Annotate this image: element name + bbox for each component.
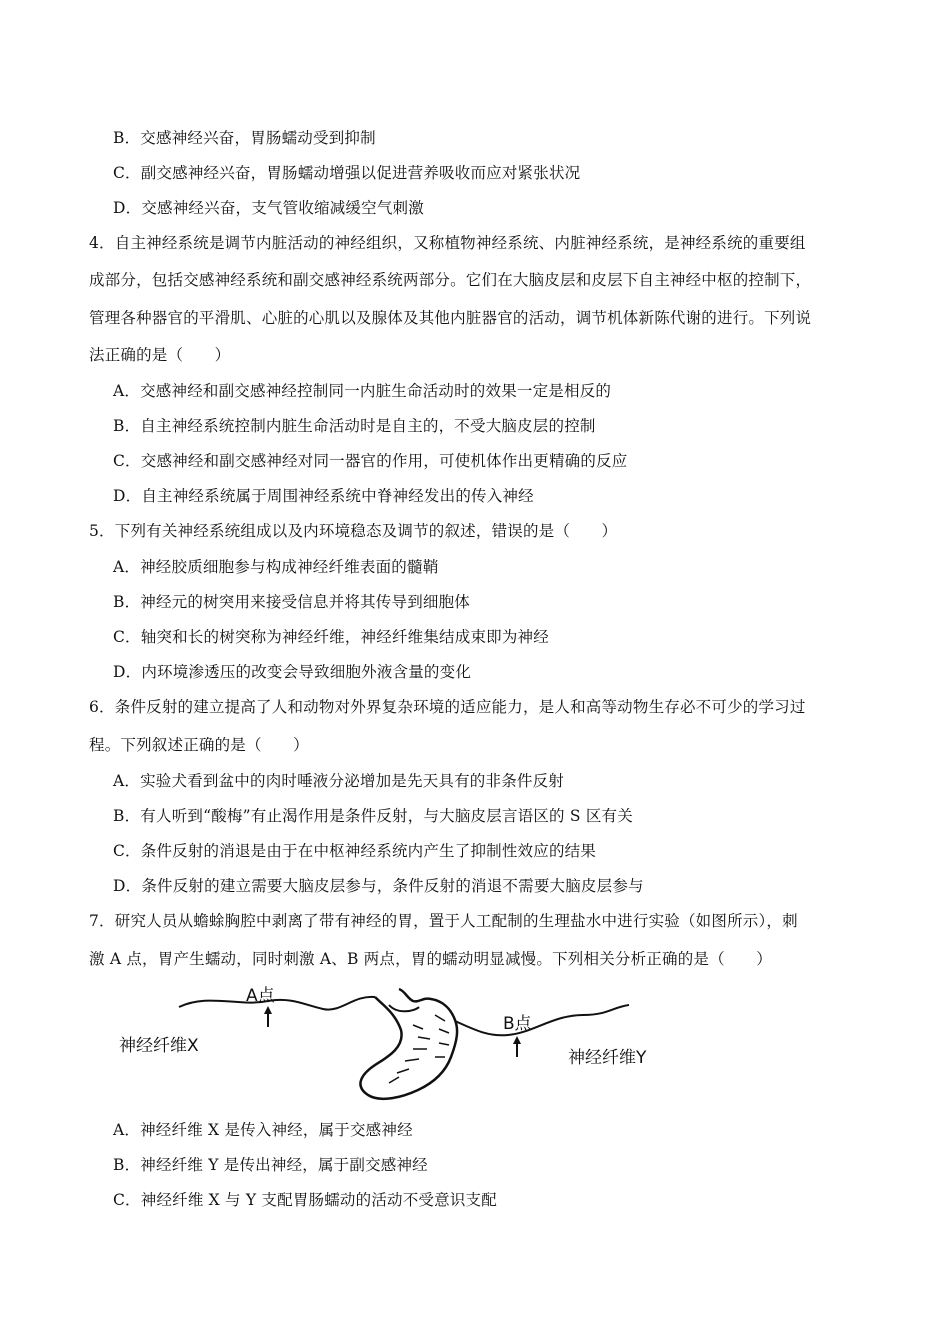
q6-option-c: C．条件反射的消退是由于在中枢神经系统内产生了抑制性效应的结果 (113, 842, 597, 860)
q4-option-a: A．交感神经和副交感神经控制同一内脏生命活动时的效果一定是相反的 (113, 382, 612, 400)
q5-option-a: A．神经胶质细胞参与构成神经纤维表面的髓鞘 (113, 558, 439, 576)
q5-option-c: C．轴突和长的树突称为神经纤维，神经纤维集结成束即为神经 (113, 628, 549, 646)
label-point-b: B点 (503, 1014, 532, 1034)
label-nerve-fiber-y: 神经纤维Y (568, 1048, 647, 1068)
q4-stem-line-3: 管理各种器官的平滑肌、心脏的心肌以及腺体及其他内脏器官的活动，调节机体新陈代谢的进行。下列说 (89, 309, 812, 327)
point-b-arrowhead (513, 1036, 521, 1044)
stomach-rugae-2 (435, 1015, 449, 1057)
q7-option-a: A．神经纤维 X 是传入神经，属于交感神经 (113, 1121, 413, 1139)
q6-option-b: B．有人听到“酸梅”有止渴作用是条件反射，与大脑皮层言语区的 S 区有关 (113, 807, 633, 825)
q6-stem-line-2: 程。下列叙述正确的是（ ） (89, 736, 309, 754)
q6-option-a: A．实验犬看到盆中的肉时唾液分泌增加是先天具有的非条件反射 (113, 772, 564, 790)
q7-stem-line-1: 7．研究人员从蟾蜍胸腔中剥离了带有神经的胃，置于人工配制的生理盐水中进行实验（如图所示），刺 (89, 912, 798, 930)
q5-option-b: B．神经元的树突用来接受信息并将其传导到细胞体 (113, 593, 470, 611)
q6-stem-line-1: 6．条件反射的建立提高了人和动物对外界复杂环境的适应能力，是人和高等动物生存必不可少的学习过 (89, 698, 806, 716)
point-a-arrowhead (264, 1006, 272, 1014)
q7-option-c: C．神经纤维 X 与 Y 支配胃肠蠕动的活动不受意识支配 (113, 1191, 497, 1209)
q7-stem-line-2: 激 A 点，胃产生蠕动，同时刺激 A、B 两点，胃的蠕动明显减慢。下列相关分析正确的是（ ） (89, 950, 772, 968)
q4-option-d: D．自主神经系统属于周围神经系统中脊神经发出的传入神经 (113, 487, 534, 505)
label-point-a: A点 (246, 986, 275, 1006)
q5-stem-line-1: 5．下列有关神经系统组成以及内环境稳态及调节的叙述，错误的是（ ） (89, 522, 618, 540)
q3-option-c: C．副交感神经兴奋，胃肠蠕动增强以促进营养吸收而应对紧张状况 (113, 164, 581, 182)
nerve-fiber-x-line (179, 997, 375, 1010)
q4-stem-line-2: 成部分，包括交感神经系统和副交感神经系统两部分。它们在大脑皮层和皮层下自主神经中枢的控制下， (89, 271, 812, 289)
q4-option-b: B．自主神经系统控制内脏生命活动时是自主的，不受大脑皮层的控制 (113, 417, 596, 435)
q5-option-d: D．内环境渗透压的改变会导致细胞外液含量的变化 (113, 663, 472, 681)
label-nerve-fiber-x: 神经纤维X (119, 1036, 199, 1056)
stomach-rugae-1 (389, 1025, 430, 1083)
q3-option-b: B．交感神经兴奋，胃肠蠕动受到抑制 (113, 129, 376, 147)
q4-option-c: C．交感神经和副交感神经对同一器官的作用，可使机体作出更精确的反应 (113, 452, 628, 470)
q3-option-d: D．交感神经兴奋，支气管收缩减缓空气刺激 (113, 199, 424, 217)
nerve-fiber-y-line (455, 1005, 629, 1035)
q4-stem-line-1: 4．自主神经系统是调节内脏活动的神经组织，又称植物神经系统、内脏神经系统，是神经系统的重要组 (89, 234, 806, 252)
stomach-nerve-figure (113, 985, 693, 1105)
stomach-inner-line (389, 1005, 419, 1011)
q7-option-b: B．神经纤维 Y 是传出神经，属于副交感神经 (113, 1156, 428, 1174)
q4-stem-line-4: 法正确的是（ ） (89, 346, 231, 364)
q6-option-d: D．条件反射的建立需要大脑皮层参与，条件反射的消退不需要大脑皮层参与 (113, 877, 644, 895)
